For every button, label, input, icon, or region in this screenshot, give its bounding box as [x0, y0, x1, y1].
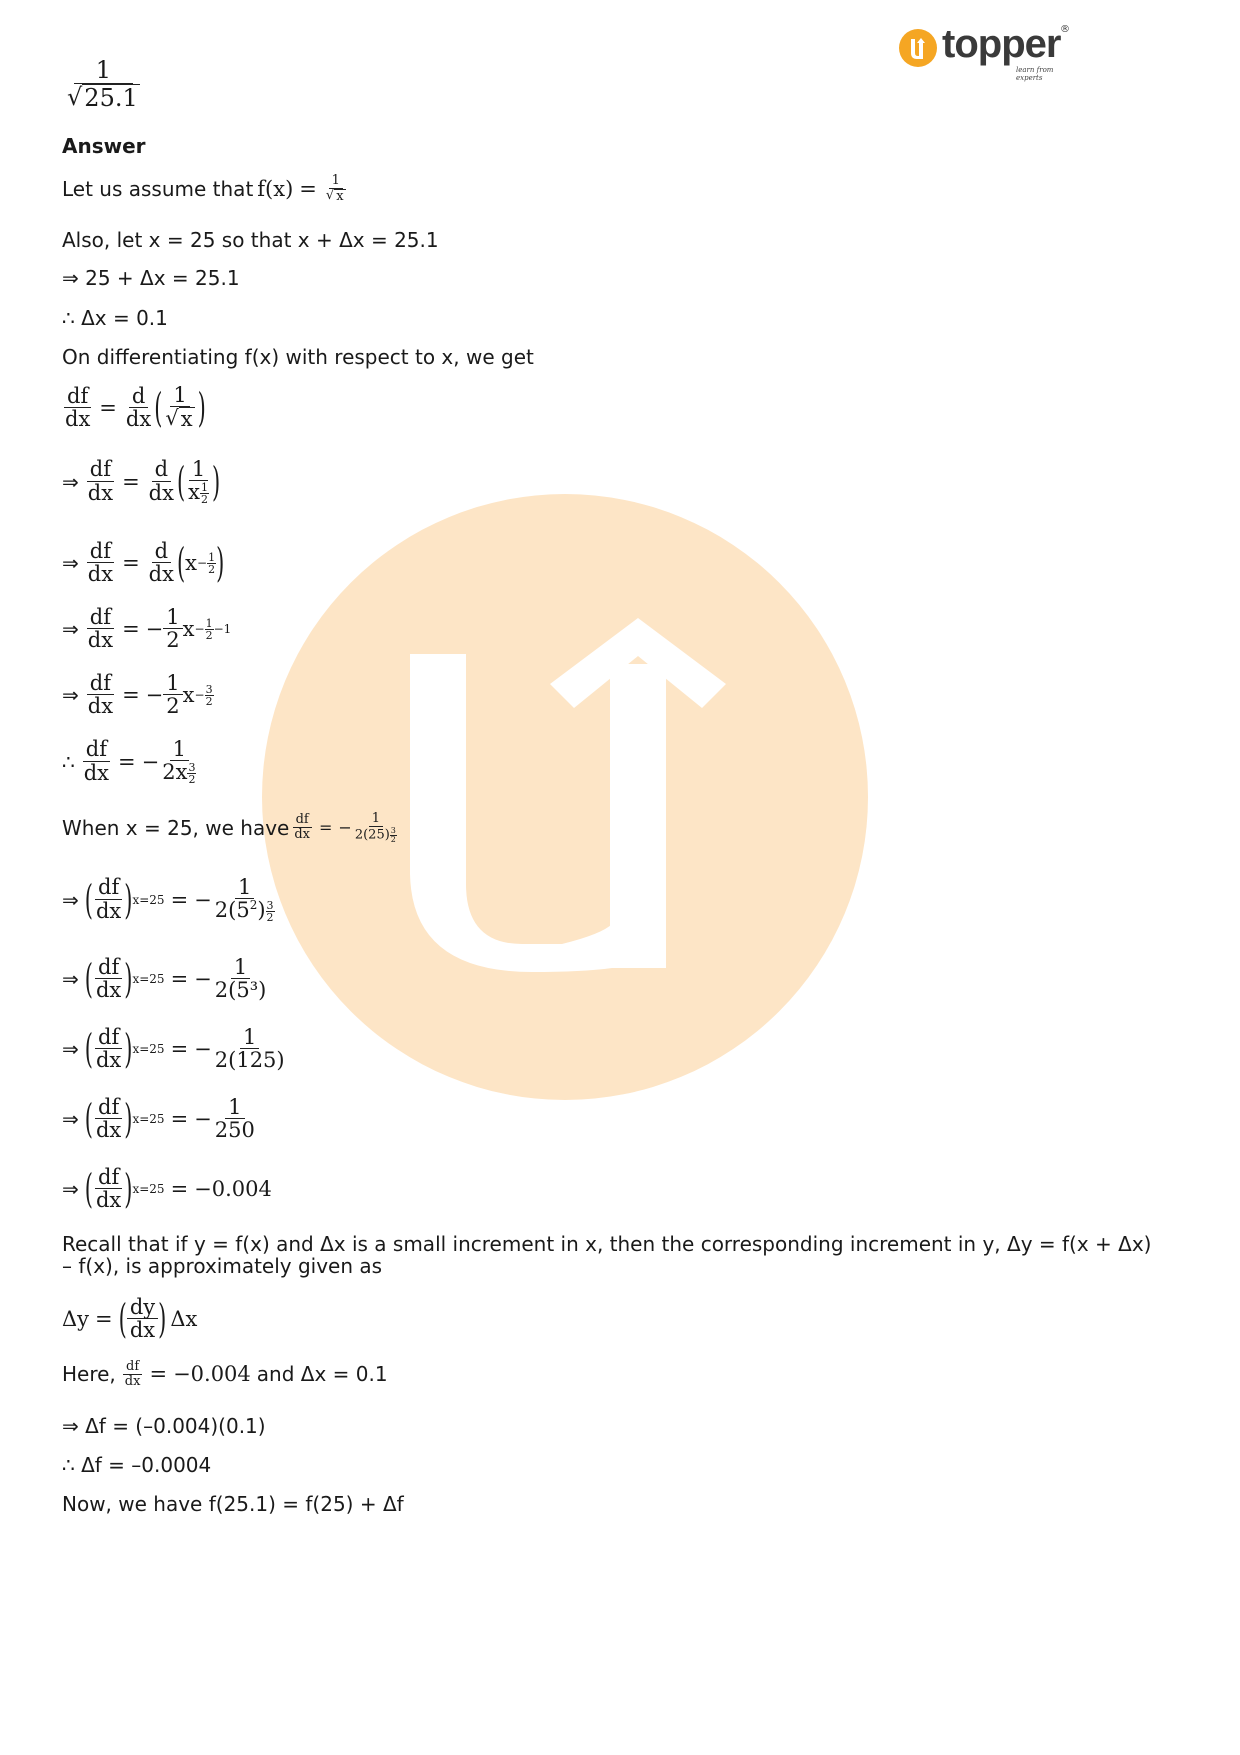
brand-name: topper — [942, 22, 1061, 66]
recall-line-2: – f(x), is approximately given as — [62, 1254, 383, 1278]
equation-6: ∴ $\frac{df}{dx}$ = − 1 2x $\frac{3}{2}$ — [62, 737, 196, 787]
watermark-logo — [262, 494, 868, 1100]
equation-8: ⇒ ( $\frac{df}{dx}$ ) x=25 = − $\frac{1}{\text{2(5³)}}$ — [62, 955, 267, 1003]
equation-5: ⇒ $\frac{df}{dx}$ = − $\frac{1}{2}$ x − $\frac{3}{2}$ — [62, 671, 213, 719]
equation-9: ⇒ ( $\frac{df}{dx}$ ) x=25 = − $\frac{1}{2(125)}$ — [62, 1025, 285, 1073]
equation-4: ⇒ $\frac{df}{dx}$ = − $\frac{1}{2}$ x − $\frac{1}{2}$ −1 — [62, 605, 232, 653]
step1-line: ⇒ 25 + Δx = 25.1 — [62, 266, 240, 290]
delta-y-formula: Δy = ( $\frac{dy}{dx}$ ) Δx — [62, 1295, 198, 1343]
equation-1: $\frac{df}{dx}$ = $\frac{d}{dx}$ ( 1 √ x ) — [65, 383, 206, 432]
brand-badge-icon — [898, 28, 938, 68]
delta-f-line-2: ∴ Δf = –0.0004 — [62, 1453, 212, 1477]
equation-10: ⇒ ( $\frac{df}{dx}$ ) x=25 = − $\frac{1}{250}$ — [62, 1095, 255, 1143]
equation-11: ⇒ ( $\frac{df}{dx}$ ) x=25 = −0.004 — [62, 1165, 272, 1213]
question-expression: 1 √ 25.1 — [67, 56, 138, 113]
brand-tagline: learn from experts — [1016, 66, 1054, 82]
equation-2: ⇒ $\frac{df}{dx}$ = $\frac{d}{dx}$ ( 1 x $\frac{1}{2}$ ) — [62, 457, 221, 507]
now-line: Now, we have f(25.1) = f(25) + Δf — [62, 1492, 404, 1516]
question-numerator: 1 — [74, 58, 133, 84]
assume-line: Let us assume that f(x) = 1 √ x — [62, 173, 344, 204]
here-line: Here, $\frac{df}{dx}$ = −0.004 and Δx = 0.1 — [62, 1359, 388, 1389]
when-line: When x = 25, we have $\frac{df}{dx}$ = − 1 2(25) $\frac{3}{2}$ — [62, 811, 396, 844]
equation-3: ⇒ $\frac{df}{dx}$ = $\frac{d}{dx}$ ( x − $\frac{1}{2}$ ) — [62, 539, 225, 587]
step2-line: ∴ Δx = 0.1 — [62, 306, 168, 330]
delta-f-line-1: ⇒ Δf = (–0.004)(0.1) — [62, 1414, 266, 1438]
recall-line-1: Recall that if y = f(x) and Δx is a small increment in x, then the corresponding increment in y, Δy = f(x + Δx) — [62, 1232, 1152, 1256]
diff-line: On differentiating f(x) with respect to x, we get — [62, 345, 534, 369]
equation-7: ⇒ ( $\frac{df}{dx}$ ) x=25 = − 1 $2(5^2)$ $\frac{3}{2}$ — [62, 875, 274, 925]
brand-logo — [898, 22, 1073, 82]
question-denominator: 25.1 — [84, 84, 138, 113]
answer-heading: Answer — [62, 134, 146, 158]
also-line: Also, let x = 25 so that x + Δx = 25.1 — [62, 228, 439, 252]
brand-registered: ® — [1060, 24, 1070, 35]
